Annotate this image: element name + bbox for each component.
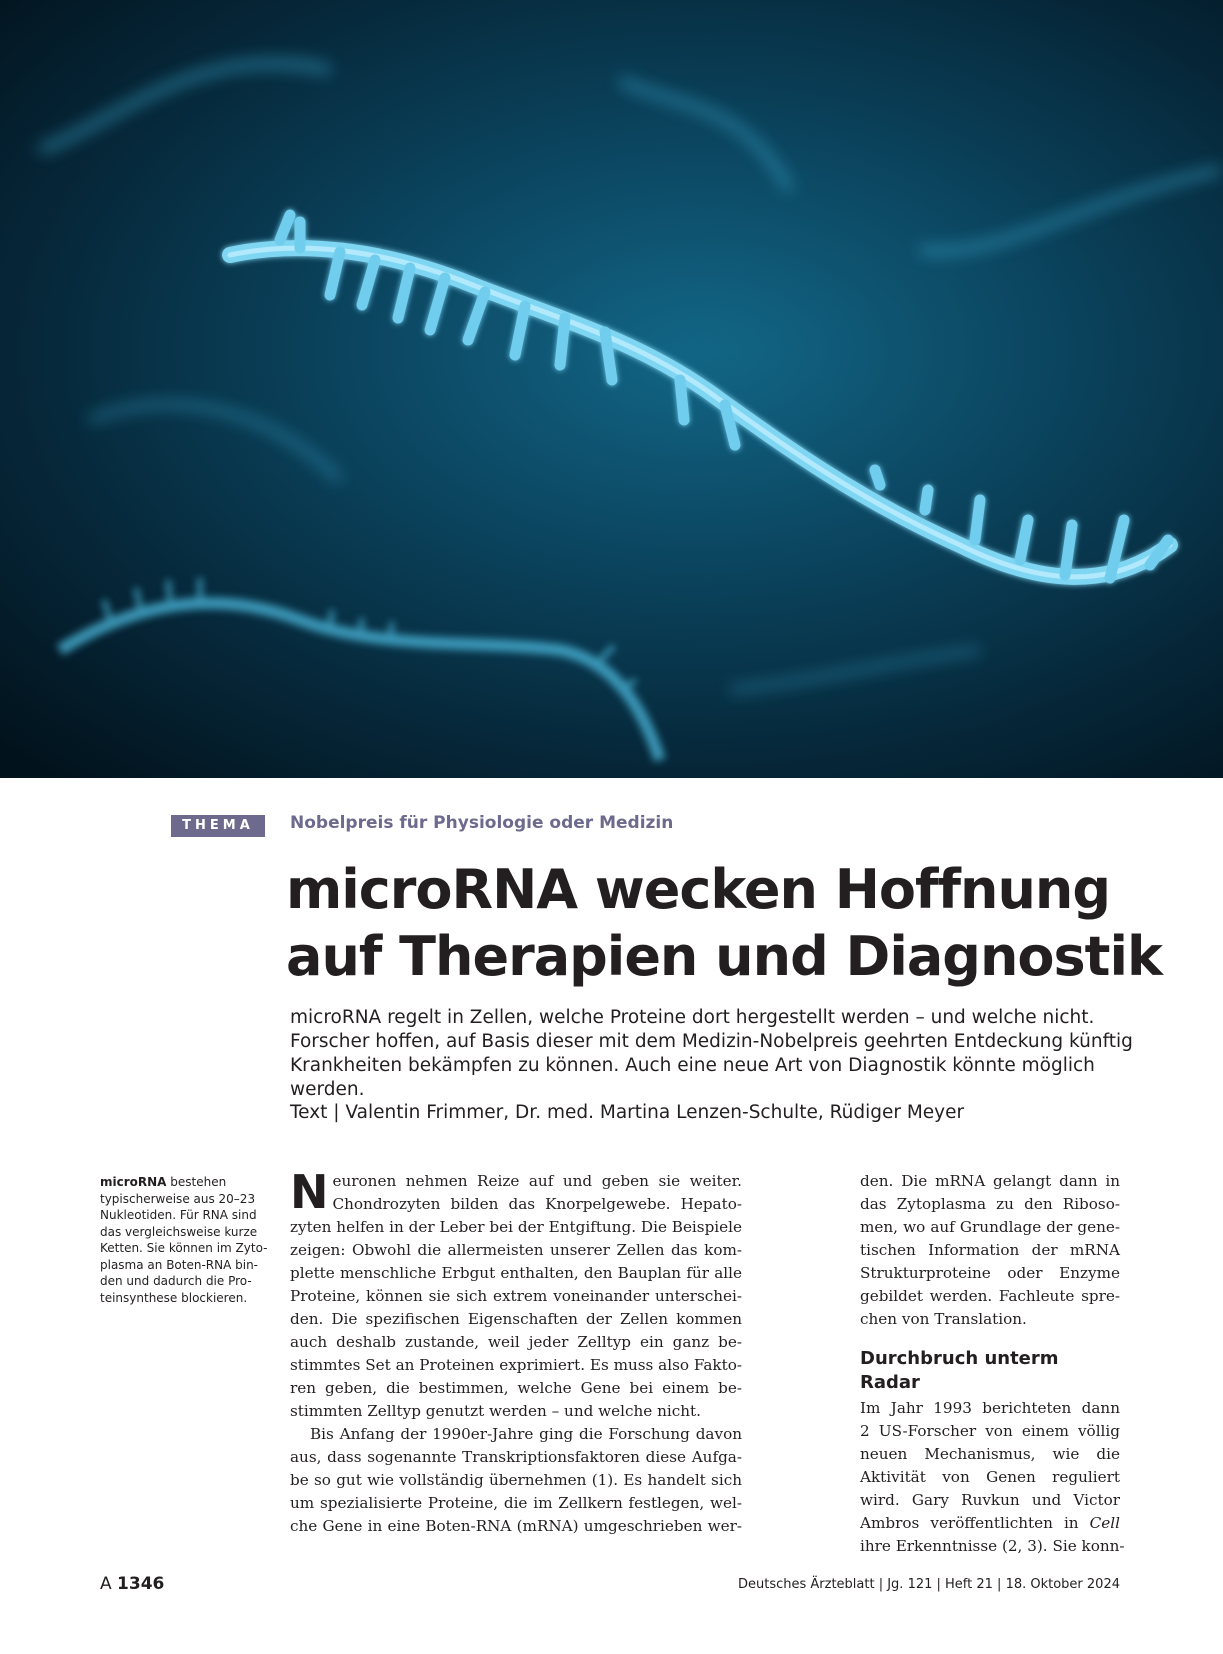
body-line: tischen Information der mRNA xyxy=(860,1241,1120,1259)
margin-note-term: microRNA xyxy=(100,1175,167,1189)
body-line: Bis Anfang der 1990er-Jahre ging die Forschung davon xyxy=(310,1425,742,1443)
hero-image-microrna xyxy=(0,0,1223,778)
body-line: chen von Translation. xyxy=(860,1310,1027,1328)
body-line: Aktivität von Genen reguliert xyxy=(860,1468,1120,1486)
page-number: 1346 xyxy=(117,1574,165,1594)
article-topic: Nobelpreis für Physiologie oder Medizin xyxy=(290,813,674,833)
body-line: che Gene in eine Boten-RNA (mRNA) umgeschrieben wer- xyxy=(290,1517,742,1535)
body-line: Im Jahr 1993 berichteten dann xyxy=(860,1399,1120,1417)
folio-prefix: A xyxy=(100,1574,118,1594)
body-line: um spezialisierte Proteine, die im Zellkern festlegen, wel- xyxy=(290,1494,742,1512)
body-line: ren geben, die bestimmen, welche Gene bei einem be- xyxy=(290,1379,742,1397)
page-folio xyxy=(100,1574,164,1594)
section-tag: THEMA xyxy=(171,815,265,837)
body-line: Strukturproteine oder Enzyme xyxy=(860,1264,1120,1282)
body-line xyxy=(860,1512,1120,1535)
lead-line: Krankheiten bekämpfen zu können. Auch eine neue Art von Diagnostik könnte möglich werden. xyxy=(290,1055,1095,1100)
body-line: 2 US-Forscher von einem völlig xyxy=(860,1422,1120,1440)
body-text: Ambros veröffentlichten in xyxy=(860,1514,1090,1532)
lead-line: Forscher hoffen, auf Basis dieser mit dem Medizin-Nobelpreis geehrten Entdeckung künftig xyxy=(290,1031,1133,1052)
margin-note-text: Nukleotiden. Für RNA sind xyxy=(100,1208,257,1222)
body-line: neuen Mechanismus, wie die xyxy=(860,1445,1120,1463)
margin-note-text: teinsynthese blockieren. xyxy=(100,1290,248,1305)
body-line: stimmtes Set an Proteinen exprimiert. Es muss also Fakto- xyxy=(290,1356,742,1374)
body-line: zeigen: Obwohl die allermeisten unserer Zellen das kom- xyxy=(290,1241,742,1259)
drop-cap: N xyxy=(290,1165,329,1219)
body-line: aus, dass sogenannte Transkriptionsfaktoren diese Aufga- xyxy=(290,1448,742,1466)
headline-line-1: microRNA wecken Hoffnung xyxy=(286,858,1110,921)
journal-name: Cell xyxy=(1089,1514,1120,1532)
body-line: den. Die spezifischen Eigenschaften der Zellen kommen xyxy=(290,1310,742,1328)
body-paragraph xyxy=(290,1165,742,1423)
body-line: auch deshalb zustande, weil jeder Zelltyp ein ganz be- xyxy=(290,1333,742,1351)
body-line: plette menschliche Erbgut enthalten, den Bauplan für alle xyxy=(290,1264,742,1282)
margin-note-text: bestehen xyxy=(166,1175,227,1189)
margin-note-text: typischerweise aus 20–23 xyxy=(100,1191,256,1206)
article-headline xyxy=(286,856,1166,990)
article-lead xyxy=(290,1006,1170,1102)
body-line: zyten helfen in der Leber bei der Entgiftung. Die Beispiele xyxy=(290,1218,742,1236)
body-line: ihre Erkenntnisse (2, 3). Sie konn- xyxy=(860,1537,1125,1555)
margin-note xyxy=(100,1174,270,1306)
body-line: Proteine, können sie sich extrem voneinander unterschei- xyxy=(290,1287,742,1305)
body-line: den. Die mRNA gelangt dann in xyxy=(860,1172,1120,1190)
microrna-illustration xyxy=(0,0,1223,778)
body-line: Chondrozyten bilden das Knorpelgewebe. Hepato- xyxy=(332,1195,742,1213)
body-paragraph xyxy=(290,1423,742,1538)
section-subheading: Durchbruch unterm Radar xyxy=(860,1348,1059,1393)
body-line: euronen nehmen Reize auf und geben sie weiter. xyxy=(332,1172,742,1190)
headline-line-2: auf Therapien und Diagnostik xyxy=(286,925,1162,988)
margin-note-text: Ketten. Sie können im Zyto- xyxy=(100,1241,268,1255)
lead-line: microRNA regelt in Zellen, welche Proteine dort hergestellt werden – und welche nicht. xyxy=(290,1007,1095,1028)
body-line: be so gut wie vollständig übernehmen (1). Es handelt sich xyxy=(290,1471,742,1489)
author-byline: Text | Valentin Frimmer, Dr. med. Martina Lenzen-Schulte, Rüdiger Meyer xyxy=(290,1102,965,1123)
body-line: stimmten Zelltyp genutzt werden – und welche nicht. xyxy=(290,1402,701,1420)
body-line: wird. Gary Ruvkun und Victor xyxy=(860,1491,1120,1509)
body-column-1 xyxy=(290,1165,742,1538)
margin-note-text: plasma an Boten-RNA bin- xyxy=(100,1257,259,1272)
publication-footer: Deutsches Ärzteblatt | Jg. 121 | Heft 21 | 18. Oktober 2024 xyxy=(737,1577,1120,1592)
body-paragraph xyxy=(860,1170,1120,1331)
margin-note-text: das vergleichsweise kurze xyxy=(100,1224,258,1239)
body-line: gebildet werden. Fachleute spre- xyxy=(860,1287,1120,1305)
body-line: men, wo auf Grundlage der gene- xyxy=(860,1218,1120,1236)
body-paragraph xyxy=(860,1397,1125,1558)
margin-note-text: den und dadurch die Pro- xyxy=(100,1274,252,1288)
body-column-2 xyxy=(860,1170,1125,1558)
body-line: das Zytoplasma zu den Riboso- xyxy=(860,1195,1120,1213)
